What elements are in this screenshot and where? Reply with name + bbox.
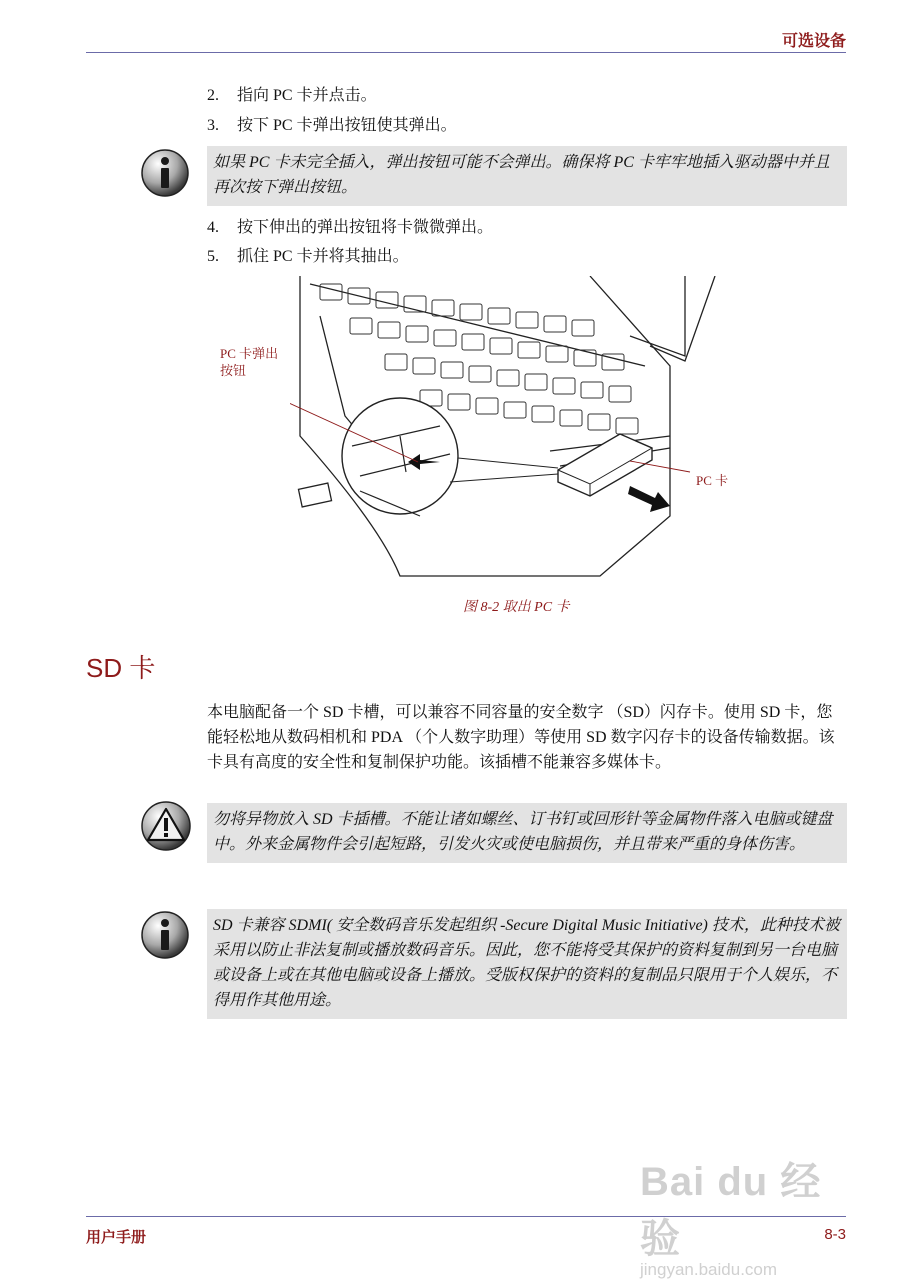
step-5 [207, 246, 409, 268]
eject-label-line2: 按钮 [220, 363, 247, 378]
step-number: 5. [207, 248, 219, 265]
step-text: 按下伸出的弹出按钮将卡微微弹出。 [237, 219, 494, 236]
note-box-1 [207, 146, 847, 206]
section-title: SD 卡 [86, 653, 156, 683]
step-text: 指向 PC 卡并点击。 [237, 87, 377, 104]
note-text: SD 卡兼容 SDMI( 安全数码音乐发起组织 -Secure Digital Music Initiative) 技术，此种技术被采用以防止非法复制或播放数码音乐。因此，您不能将受其保护的资料复制到另一台电脑或设备上或在其他电脑或设备上播放。受版权保护的资料的复制品只限用于个人娱乐，不得用作其他用途。 [213, 917, 840, 1009]
header-title: 可选设备 [781, 33, 846, 50]
step-3 [207, 115, 457, 137]
note-box-2 [207, 909, 847, 1019]
step-2 [207, 85, 377, 107]
warning-text: 勿将异物放入 SD 卡插槽。不能让诸如螺丝、订书钉或回形针等金属物件落入电脑或键盘中。外来金属物件会引起短路，引发火灾或使电脑损伤，并且带来严重的身体伤害。 [213, 811, 833, 853]
footer-left: 用户手册 [86, 1229, 147, 1246]
watermark-brand: Bai du 经验 [640, 1160, 822, 1261]
info-icon [140, 910, 190, 960]
pc-card-label: PC 卡 [696, 473, 729, 488]
step-text: 按下 PC 卡弹出按钮使其弹出。 [237, 117, 457, 134]
watermark-url: jingyan.baidu.com [640, 1260, 778, 1279]
laptop-illustration [290, 276, 730, 591]
footer-rule [86, 1216, 846, 1217]
warning-icon [140, 800, 192, 852]
eject-button-label [220, 345, 278, 379]
header-rule [86, 52, 846, 53]
step-text: 抓住 PC 卡并将其抽出。 [237, 248, 409, 265]
note-text: 如果 PC 卡未完全插入，弹出按钮可能不会弹出。确保将 PC 卡牢牢地插入驱动器中并且再次按下弹出按钮。 [213, 154, 830, 196]
watermark [640, 1150, 850, 1280]
warning-box [207, 803, 847, 863]
step-number: 3. [207, 117, 219, 134]
step-number: 4. [207, 219, 219, 236]
eject-label-line1: PC 卡弹出 [220, 346, 279, 361]
info-icon [140, 148, 190, 198]
body-paragraph: 本电脑配备一个 SD 卡槽，可以兼容不同容量的安全数字 （SD）闪存卡。使用 SD 卡，您能轻松地从数码相机和 PDA （个人数字助理）等使用 SD 数字闪存卡的设备传输数据。该卡具有高度的安全性和复制保护功能。该插槽不能兼容多媒体卡。 [207, 704, 835, 771]
figure-caption: 图 8-2 取出 PC 卡 [463, 600, 570, 615]
step-4 [207, 217, 493, 239]
step-number: 2. [207, 87, 219, 104]
page-number: 8-3 [824, 1226, 846, 1243]
